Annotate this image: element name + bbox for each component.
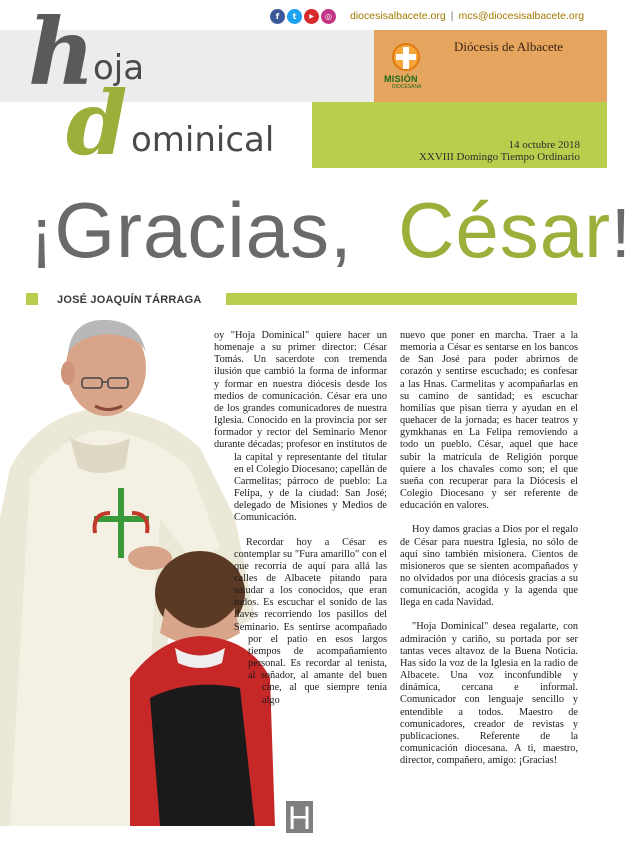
- facebook-icon[interactable]: f: [270, 9, 285, 24]
- byline-square: [26, 293, 38, 305]
- social-icons: [270, 9, 336, 24]
- masthead-ominical: ominical: [131, 120, 275, 160]
- article-column-2: [400, 330, 578, 767]
- logo-text: MISIÓN: [384, 74, 418, 84]
- instagram-icon[interactable]: ◎: [321, 9, 336, 24]
- paragraph-5: "Hoja Dominical" desea regalarte, con admiración y cariño, su portada por ser tantas veces altavoz de la Buena Noticia. Has sido la voz de la Iglesia en la radio de Albacete. Una voz inconfundible y dinámica, cercana e informal. Comunicador con lenguaje sencillo y entendible a todos. Maestro de comunicadores, creador de revistas y publicaciones. Referente de la comunicación diocesana. A ti, maestro, director, compañero, amigo: ¡Gracias!: [400, 621, 578, 767]
- article-column-1: [200, 330, 387, 860]
- paragraph-2: Recordar hoy a César es contemplar su "Fura amarillo" con el que recorría de aquí para allá las calles de Albacete pitando para saludar a los conocidos, que eran todos. Es escuchar el sonido de las llaves recorriendo los pasillos del Seminario. Es sentirse acompañado por el patio en esos largos tiempos de acompañamiento personal. Es recordar al tenista, al soñador, al amante del buen cine, al que siempre tenía algo: [234, 536, 387, 706]
- wrap-step: [200, 800, 272, 860]
- paragraph-4: Hoy damos gracias a Dios por el regalo de César para nuestra Iglesia, no sólo de aquí sino también misionera. Cientos de misioneros que se sienten acompañados y no olvidados por una diócesis gracias a su comunicación, acogida y la agenda que llega en cada Navidad.: [400, 524, 578, 609]
- headline-word1: Gracias,: [54, 186, 353, 274]
- wrap-step: [200, 550, 206, 590]
- author-name: JOSÉ JOAQUÍN TÁRRAGA: [57, 294, 202, 306]
- masthead-d: d: [66, 71, 128, 175]
- twitter-icon[interactable]: t: [287, 9, 302, 24]
- email-link[interactable]: mcs@diocesisalbacete.org: [458, 10, 585, 22]
- headline-open: ¡: [30, 194, 55, 272]
- liturgical-day: XXVIII Domingo Tiempo Ordinario: [418, 151, 580, 163]
- byline-bar: [226, 293, 577, 305]
- link-separator: |: [450, 10, 454, 22]
- paragraph-3: nuevo que poner en marcha. Traer a la memoria a César es sentarse en los bancos de San José para poder abrirnos de corazón y sentirse escuchado; es confesar a las Hnas. Carmelitas y acompañarlas en su camino de santidad; es escuchar homilías que pisan tierra y ayudan en el quehacer de la jornada; es hacer teatros y gymkhanas en La Felipa removiendo a todo un pueblo. César, aquel que hace subir la matrícula de Religión porque quiere a los chavales como son; el que sueña con recuperar para la Diócesis el Colegio Diocesano y ser referente de educación en valores.: [400, 330, 578, 512]
- issue-date: [419, 139, 580, 163]
- masthead-oja: oja: [93, 48, 145, 88]
- paragraph-1-text: oy "Hoja Dominical" quiere hacer un homenaje a su primer director: César Tomás. Un sacerdote con tremenda ilusión que cambió la forma de informar y formar en nuestra diócesis desde los medios de comunicación. César era uno de los grandes comunicadores de nuestra Iglesia. Conocido en la provincia por ser formador y rector del Seminario Menor durante décadas; profesor en institutos de la capital y representante del titular en el Colegio Diocesano; capellán de Carmelitas; párroco de pueblo: La Felipa, y de la ciudad: San José; delegado de Misiones y Medios de Comunicación.: [214, 330, 387, 524]
- website-link[interactable]: diocesisalbacete.org: [350, 10, 446, 22]
- wrap-step: [200, 740, 272, 800]
- headline-word2: César: [398, 186, 612, 274]
- headline: [30, 180, 632, 280]
- top-links: [350, 10, 584, 22]
- wrap-step: [200, 590, 234, 640]
- wrap-step: [200, 640, 248, 690]
- masthead-h: h: [28, 0, 95, 106]
- headline-close: !: [611, 194, 632, 272]
- drop-cap: H: [287, 800, 312, 836]
- date-text: 14 octubre 2018: [508, 139, 580, 151]
- wrap-step: [200, 690, 262, 740]
- logo-subtext: DIOCESANA: [392, 84, 422, 90]
- logo-cross-horizontal: [396, 54, 416, 60]
- youtube-icon[interactable]: ▶: [304, 9, 319, 24]
- diocese-name: Diócesis de Albacete: [454, 39, 564, 54]
